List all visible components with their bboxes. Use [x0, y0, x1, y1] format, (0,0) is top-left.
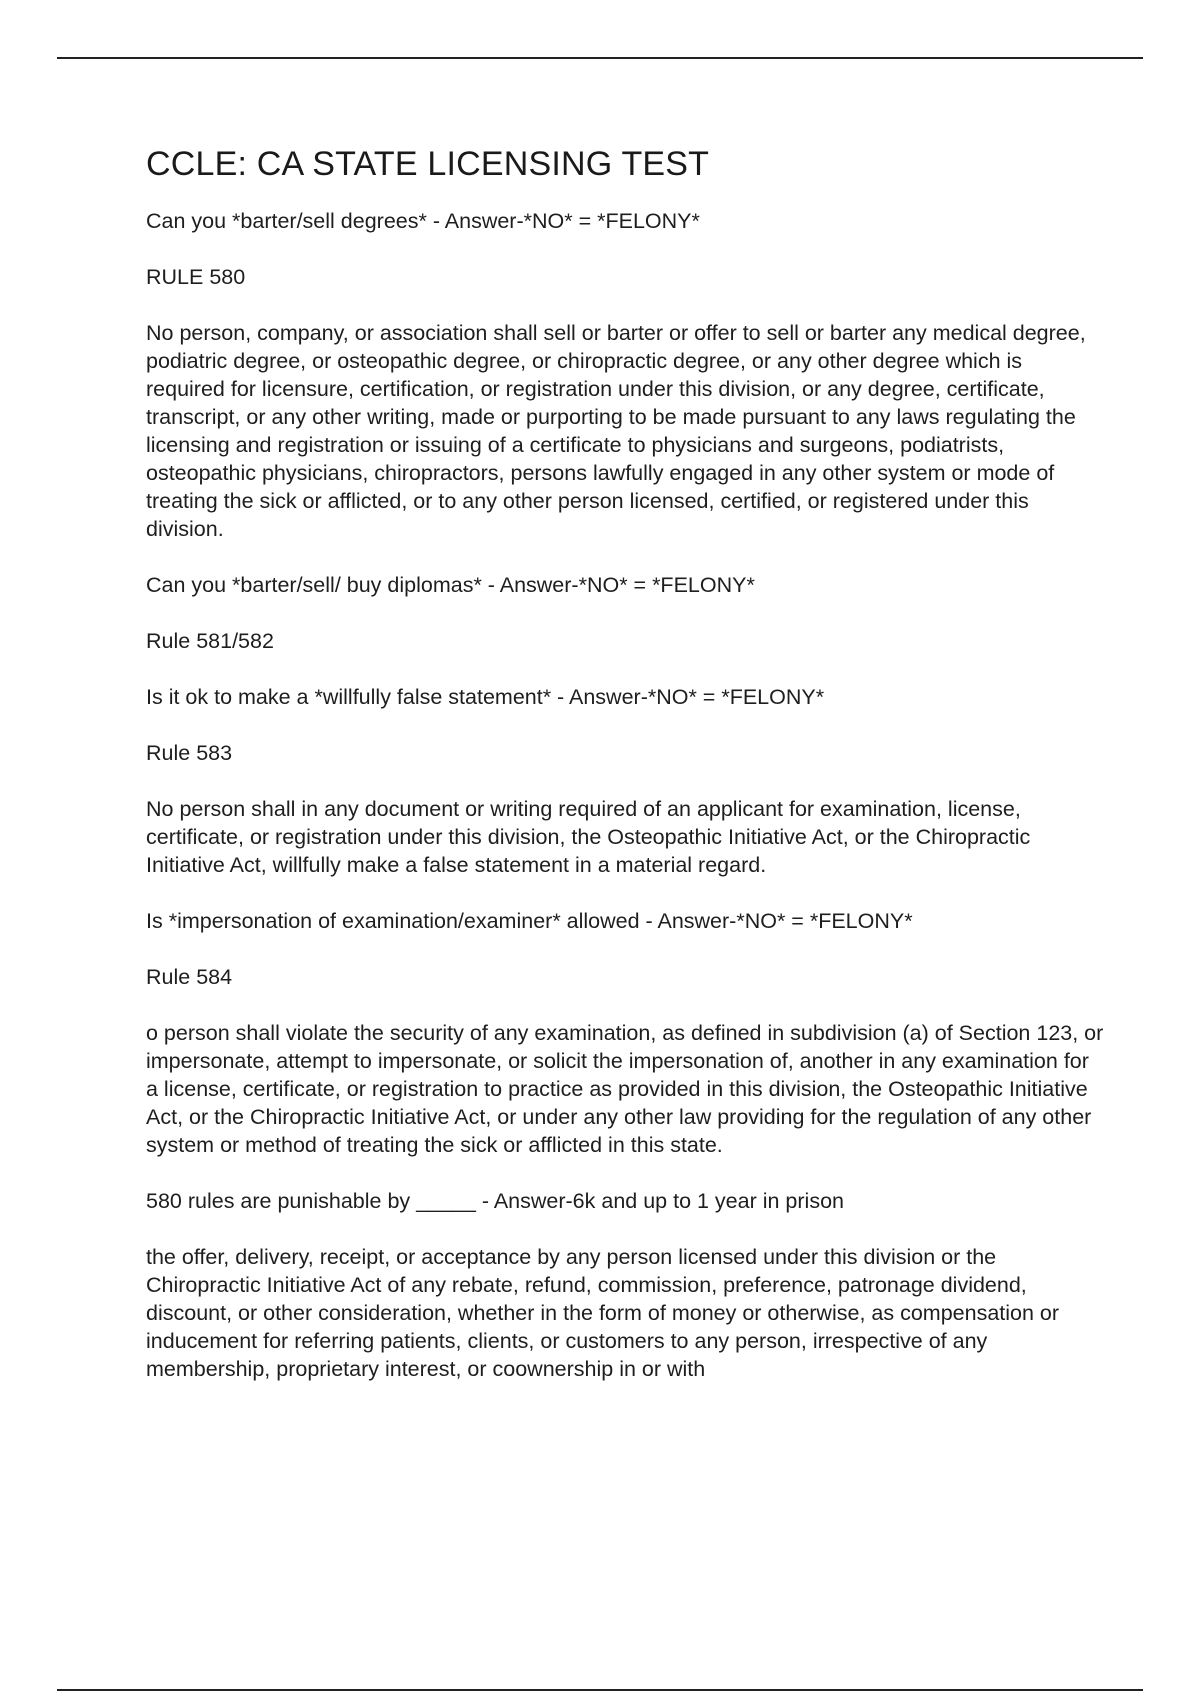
document-title: CCLE: CA STATE LICENSING TEST	[146, 145, 710, 183]
rule-heading-584: Rule 584	[146, 965, 233, 989]
rule-heading-583: Rule 583	[146, 741, 233, 765]
rule-text-583: No person shall in any document or writing required of an applicant for examination, license, certificate, or registration under this division, the Osteopathic Initiative Act, or the Chiropractic Initiative Act, willfully make a false statement in a material regard.	[146, 797, 1031, 877]
question-barter-diplomas: Can you *barter/sell/ buy diplomas* - Answer-*NO* = *FELONY*	[146, 573, 755, 597]
rule-heading-581-582: Rule 581/582	[146, 629, 274, 653]
question-barter-degrees: Can you *barter/sell degrees* - Answer-*NO* = *FELONY*	[146, 209, 700, 233]
rebate-text: the offer, delivery, receipt, or acceptance by any person licensed under this division or the Chiropractic Initiative Act of any rebate, refund, commission, preference, patronage dividend, discount, or other consideration, whether in the form of money or otherwise, as compensation or inducement for referring patients, clients, or customers to any person, irrespective of any membership, proprietary interest, or coownership in or with	[146, 1245, 1060, 1381]
question-impersonation: Is *impersonation of examination/examiner* allowed - Answer-*NO* = *FELONY*	[146, 909, 913, 933]
bottom-divider	[57, 1689, 1143, 1691]
rule-text-584: o person shall violate the security of any examination, as defined in subdivision (a) of Section 123, or impersonate, attempt to impersonate, or solicit the impersonation of, another in any examination for a license, certificate, or registration to practice as provided in this division, the Osteopathic Initiative Act, or the Chiropractic Initiative Act, or under any other law providing for the regulation of any other system or method of treating the sick or afflicted in this state.	[146, 1021, 1104, 1157]
rule-heading-580: RULE 580	[146, 265, 246, 289]
rule-text-580: No person, company, or association shall sell or barter or offer to sell or barter any medical degree, podiatric degree, or osteopathic degree, or chiropractic degree, or any other degree which is required for licensure, certification, or registration under this division, or any degree, certificate, transcript, or any other writing, made or purporting to be made pursuant to any laws regulating the licensing and registration or issuing of a certificate to physicians and surgeons, podiatrists, osteopathic physicians, chiropractors, persons lawfully engaged in any other system or mode of treating the sick or afflicted, or to any other person licensed, certified, or registered under this division.	[146, 321, 1086, 541]
question-false-statement: Is it ok to make a *willfully false statement* - Answer-*NO* = *FELONY*	[146, 685, 825, 709]
question-580-punishment: 580 rules are punishable by _____ - Answer-6k and up to 1 year in prison	[146, 1189, 844, 1213]
document-body	[146, 142, 1106, 1411]
top-divider	[57, 57, 1143, 59]
